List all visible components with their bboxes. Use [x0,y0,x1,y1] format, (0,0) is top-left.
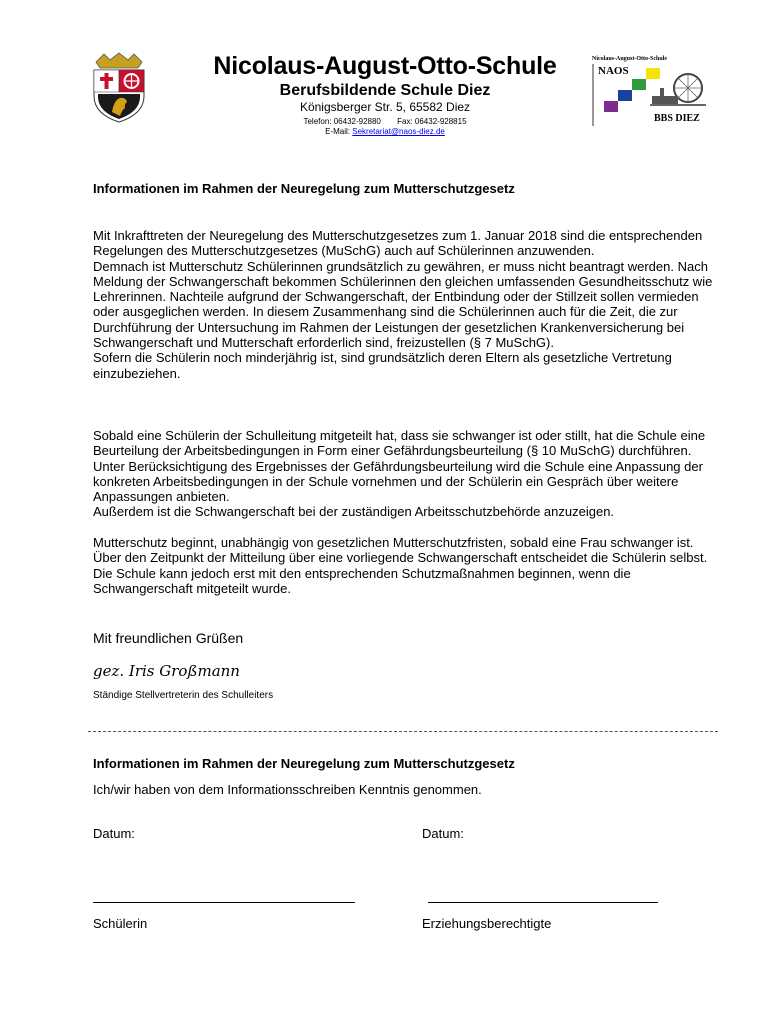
contact-email [0,127,770,136]
letter-title: Informationen im Rahmen der Neuregelung zum Mutterschutzgesetz [93,181,515,196]
letter-body-block-1 [93,228,723,381]
signature: gez. Iris Großmann [93,662,240,680]
letter-body-block-2 [93,428,723,520]
fax-number: Fax: 06432-928815 [397,117,467,126]
form-title: Informationen im Rahmen der Neuregelung zum Mutterschutzgesetz [93,756,515,771]
signature-label-guardian: Erziehungsberechtigte [422,916,552,931]
school-name: Nicolaus-August-Otto-Schule [213,52,557,80]
school-address: Königsberger Str. 5, 65582 Diez [299,100,471,114]
paragraph-3: Sofern die Schülerin noch minderjährig ist, sind grundsätzlich deren Eltern als gesetzliche Vertretung einzubeziehen. [93,350,672,381]
signature-line-guardian[interactable] [428,902,658,903]
paragraph-1: Mit Inkrafttreten der Neuregelung des Mutterschutzgesetzes zum 1. Januar 2018 sind die entsprechenden Regelungen des Mutterschutzgesetzes (MuSchG) auch auf Schülerinnen anzuwenden. [93,228,703,259]
phone-number: Telefon: 06432-92880 [303,117,381,126]
paragraph-4: Sobald eine Schülerin der Schulleitung mitgeteilt hat, dass sie schwanger ist oder stillt, hat die Schule eine Beurteilung der Arbeitsbedingungen in Form einer Gefährdungsbeurteilung (§ 10 MuSchG) durchführen. Unter Berücksichtigung des Ergebnisses der Gefährdungsbeurteilung wird die Schule eine Anpassung der konkreten Arbeitsbedingungen in der Schule vornehmen und der Schülerin ein Gespräch über weitere Anpassungen anbieten. [93,428,706,505]
date-label-student: Datum: [93,826,135,841]
paragraph-5: Außerdem ist die Schwangerschaft bei der zuständigen Arbeitsschutzbehörde anzuzeigen. [93,504,615,520]
cut-line-divider [88,731,718,732]
acknowledgement-text: Ich/wir haben von dem Informationsschreiben Kenntnis genommen. [93,782,482,797]
letter-body-block-3 [93,535,723,596]
email-prefix: E-Mail: [325,127,353,136]
logo-bbs-text: BBS DIEZ [654,113,700,124]
school-subtitle: Berufsbildende Schule Diez [279,82,491,99]
signer-role: Ständige Stellvertreterin des Schulleiters [93,690,274,701]
email-link[interactable]: Sekretariat@naos-diez.de [352,127,445,136]
naos-logo [590,58,716,128]
logo-naos-text: NAOS [598,65,629,77]
paragraph-2: Demnach ist Mutterschutz Schülerinnen grundsätzlich zu gewähren, er muss nicht beantragt werden. Nach Meldung der Schwangerschaft bekommen Schülerinnen den gleichen umfassenden Gesundheitsschutz wie Lehrerinnen. Nachteile aufgrund der Schwangerschaft, der Entbindung oder der Stillzeit sollen vermieden oder ausgeglichen werden. In diesem Zusammenhang sind die Schülerinnen auch für die Zeit, die zur Durchführung der Untersuchung im Rahmen der Leistungen der gesetzlichen Krankenversicherung bei Schwangerschaft und Mutterschaft erforderlich sind, freizustellen (§ 7 MuSchG). [93,258,713,351]
signature-line-student[interactable] [93,902,355,903]
paragraph-6: Mutterschutz beginnt, unabhängig von gesetzlichen Mutterschutzfristen, sobald eine Frau schwanger ist. Über den Zeitpunkt der Mitteilung über eine vorliegende Schwangerschaft entscheidet die Schülerin selbst. Die Schule kann jedoch erst mit den entsprechenden Schutzmaßnahmen beginnen, wenn die Schwangerschaft mitgeteilt wurde. [93,535,708,596]
signature-label-student: Schülerin [93,916,148,931]
logo-caption: Nicolaus-August-Otto-Schule [592,56,668,62]
closing-greeting: Mit freundlichen Grüßen [93,630,244,646]
date-label-guardian: Datum: [422,826,464,841]
